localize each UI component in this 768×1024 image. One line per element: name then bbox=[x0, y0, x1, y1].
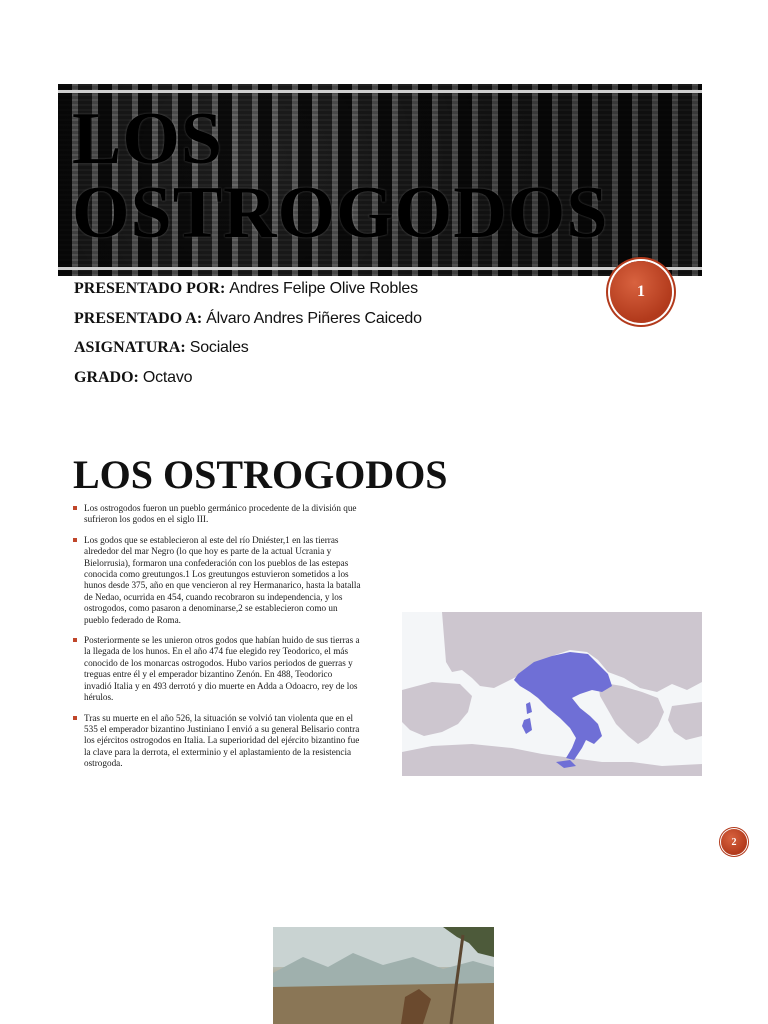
slide1-title-line2: OSTROGODOS bbox=[72, 172, 609, 254]
subject: ASIGNATURA: Sociales bbox=[74, 339, 249, 356]
slide1-title-line1: LOS bbox=[72, 98, 224, 180]
list-item: Tras su muerte en el año 526, la situación se volvió tan violenta que en el 535 el emperador bizantino Justiniano I envió a su general Belisario contra los ejércitos ostrogodos en Italia. La superioridad del ejército bizantino fue la clave para la derrota, el exterminio y el aplastamiento de la resistencia ostrogoda. bbox=[72, 713, 362, 770]
map-svg bbox=[402, 612, 702, 776]
page-number-badge-1: 1 bbox=[610, 261, 672, 323]
slide2-bullet-list bbox=[72, 503, 362, 779]
presented-by: PRESENTADO POR: Andres Felipe Olive Robles bbox=[74, 280, 418, 297]
grade: GRADO: Octavo bbox=[74, 368, 193, 386]
painting-svg bbox=[273, 927, 494, 1024]
list-item: Los godos que se establecieron al este del río Dniéster,1 en las tierras alrededor del mar Negro (lo que hoy es parte de la actual Ucrania y Bielorrusia), formaron una confederación con los pueblos de las estepas conocida como greutungos.1 Los greutungos estuvieron sometidos a los hunos desde 375, año en que vencieron al rey Hermanarico, hasta la batalla de Nedao, ocurrida en 454, cuando recobraron su independencia, y los ostrogodos, como pasaron a denominarse,2 se establecieron como un pueblo federado de Roma. bbox=[72, 535, 362, 626]
slide1-title bbox=[72, 98, 609, 254]
presented-to: PRESENTADO A: Álvaro Andres Piñeres Caicedo bbox=[74, 309, 422, 327]
painting-ground bbox=[273, 983, 494, 1024]
historical-painting bbox=[273, 927, 494, 1024]
presentation-info bbox=[74, 279, 422, 397]
list-item: Los ostrogodos fueron un pueblo germánico procedente de la división que sufrieron los godos en el siglo III. bbox=[72, 503, 362, 526]
slide2-title: LOS OSTROGODOS bbox=[73, 452, 448, 497]
ostrogoth-kingdom-map bbox=[402, 612, 702, 776]
page-number-badge-2: 2 bbox=[721, 829, 747, 855]
list-item: Posteriormente se les unieron otros godos que habían huido de sus tierras a la llegada de los hunos. En el año 474 fue elegido rey Teodorico, el más conocido de los monarcas ostrogodos. Hubo varios periodos de guerras y treguas entre él y el emperador bizantino Zenón. En 488, Teodorico invadió Italia y en 493 derrotó y dio muerte en Adda a Odoacro, rey de los hérulos. bbox=[72, 635, 362, 703]
title-banner bbox=[58, 84, 702, 276]
